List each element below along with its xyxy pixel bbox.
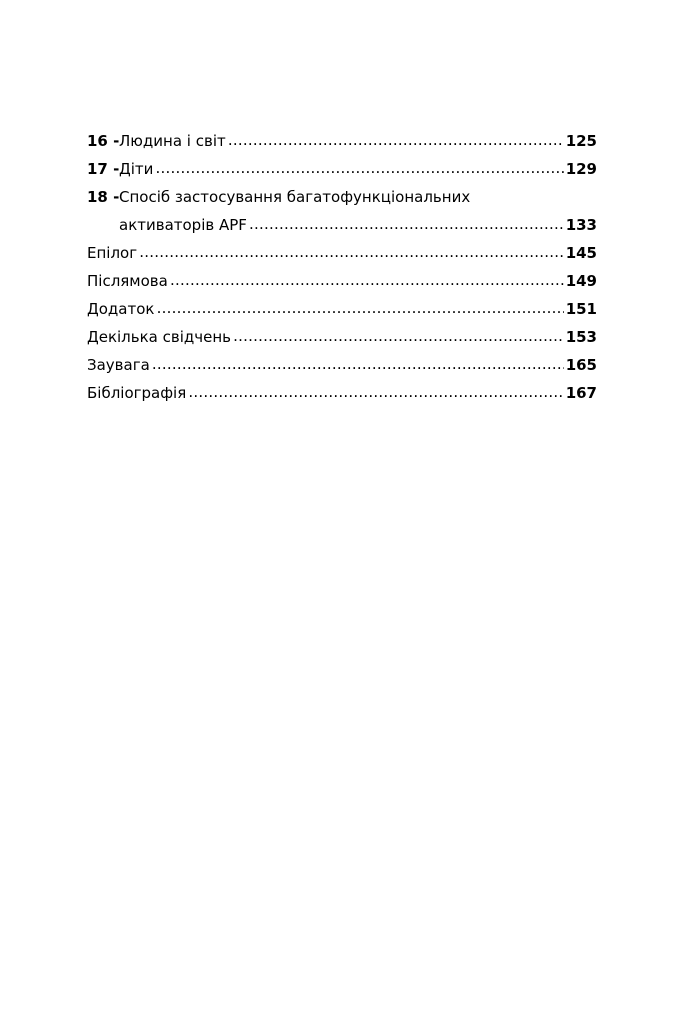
chapter-number: 16 - [87, 132, 120, 150]
toc-entry-17[interactable] [87, 155, 597, 183]
toc-entry-16[interactable] [87, 127, 597, 155]
section-title: Заувага [87, 356, 150, 374]
page-number: 125 [565, 132, 597, 150]
toc-entry-appendix[interactable] [87, 295, 597, 323]
toc-entry-18-line1[interactable] [87, 183, 597, 211]
leader-dots [188, 378, 563, 406]
page-number: 151 [565, 300, 597, 318]
leader-dots [233, 322, 564, 350]
chapter-title-line1: Спосіб застосування багатофункціональних [119, 188, 471, 206]
toc-entry-epilogue[interactable] [87, 239, 597, 267]
page-number: 145 [565, 244, 597, 262]
leader-dots [156, 294, 563, 322]
table-of-contents [87, 127, 597, 407]
toc-entry-testimonials[interactable] [87, 323, 597, 351]
section-title: Епілог [87, 244, 138, 262]
page-number: 149 [565, 272, 597, 290]
section-title: Післямова [87, 272, 168, 290]
chapter-title-line2: активаторів APF [119, 216, 247, 234]
toc-entry-afterword[interactable] [87, 267, 597, 295]
leader-dots [139, 238, 564, 266]
leader-dots [249, 210, 564, 238]
section-title: Бібліографія [87, 384, 187, 402]
toc-entry-note[interactable] [87, 351, 597, 379]
toc-entry-bibliography[interactable] [87, 379, 597, 407]
chapter-title: Людина і світ [119, 132, 226, 150]
chapter-number: 17 - [87, 160, 120, 178]
leader-dots [228, 126, 564, 154]
section-title: Додаток [87, 300, 155, 318]
leader-dots [170, 266, 564, 294]
section-title: Декілька свідчень [87, 328, 231, 346]
leader-dots [155, 154, 563, 182]
page-number: 167 [565, 384, 597, 402]
leader-dots [152, 350, 564, 378]
page-number: 133 [565, 216, 597, 234]
toc-entry-18-line2[interactable] [87, 211, 597, 239]
page-number: 165 [565, 356, 597, 374]
page-number: 129 [565, 160, 597, 178]
page-number: 153 [565, 328, 597, 346]
chapter-title: Діти [119, 160, 154, 178]
chapter-number: 18 - [87, 188, 120, 206]
